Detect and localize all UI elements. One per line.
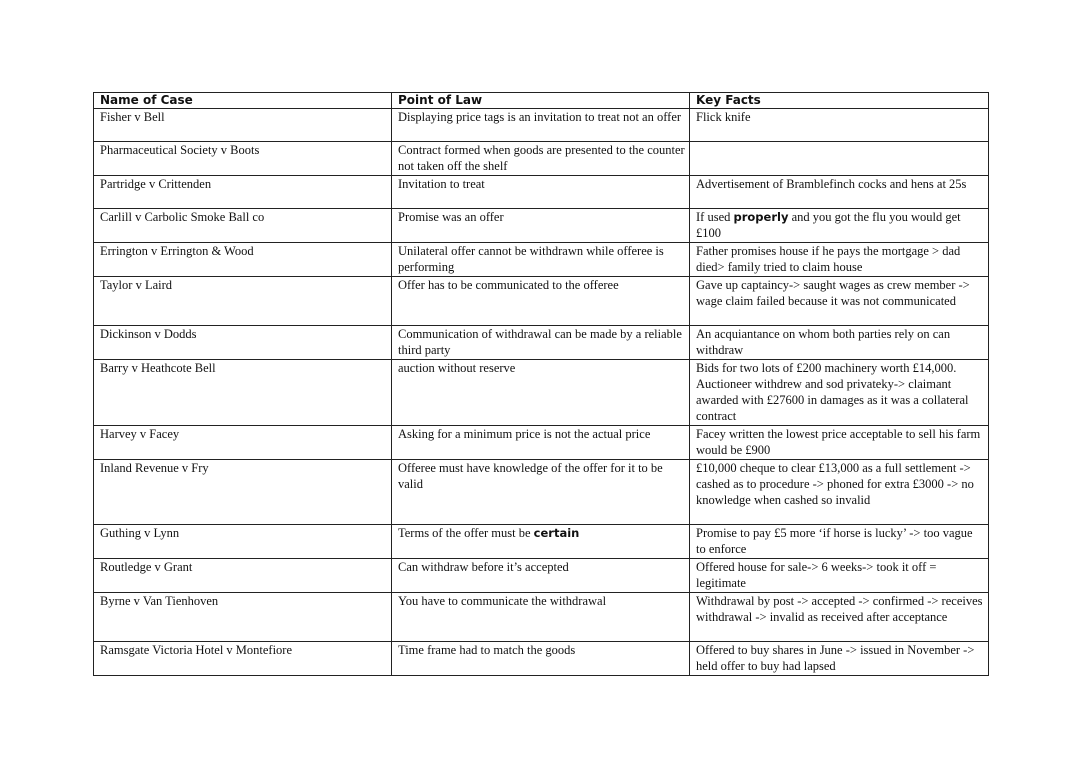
table-row (94, 277, 989, 326)
table-row (94, 176, 989, 209)
point-of-law-cell: Communication of withdrawal can be made by a reliable third party (392, 326, 690, 360)
key-facts-cell: Promise to pay £5 more ‘if horse is lucky’ -> too vague to enforce (690, 525, 989, 559)
case-name-cell: Fisher v Bell (94, 109, 392, 142)
case-name-cell: Dickinson v Dodds (94, 326, 392, 360)
emphasized-word: certain (533, 526, 580, 540)
table-row (94, 426, 989, 460)
table-row (94, 326, 989, 360)
key-facts-cell: Flick knife (690, 109, 989, 142)
table-row (94, 525, 989, 559)
key-facts-cell: Offered house for sale-> 6 weeks-> took it off = legitimate (690, 559, 989, 593)
key-facts-cell: Withdrawal by post -> accepted -> confirmed -> receives withdrawal -> invalid as received after acceptance (690, 593, 989, 642)
key-facts-cell: Father promises house if he pays the mortgage > dad died> family tried to claim house (690, 243, 989, 277)
table-row (94, 142, 989, 176)
case-name-cell: Partridge v Crittenden (94, 176, 392, 209)
table-header-row (94, 93, 989, 109)
key-facts-text: If used (696, 210, 734, 224)
header-name-of-case: Name of Case (94, 93, 392, 109)
point-of-law-cell (392, 525, 690, 559)
key-facts-cell: Offered to buy shares in June -> issued in November -> held offer to buy had lapsed (690, 642, 989, 676)
case-name-cell: Taylor v Laird (94, 277, 392, 326)
case-name-cell: Barry v Heathcote Bell (94, 360, 392, 426)
key-facts-cell: Facey written the lowest price acceptable to sell his farm would be £900 (690, 426, 989, 460)
case-name-cell: Routledge v Grant (94, 559, 392, 593)
point-of-law-cell: Offeree must have knowledge of the offer for it to be valid (392, 460, 690, 525)
table-row (94, 209, 989, 243)
point-of-law-cell: Invitation to treat (392, 176, 690, 209)
case-name-cell: Ramsgate Victoria Hotel v Montefiore (94, 642, 392, 676)
case-law-table (93, 92, 989, 676)
case-name-cell: Guthing v Lynn (94, 525, 392, 559)
point-of-law-cell: Contract formed when goods are presented to the counter not taken off the shelf (392, 142, 690, 176)
point-of-law-cell: Can withdraw before it’s accepted (392, 559, 690, 593)
case-name-cell: Inland Revenue v Fry (94, 460, 392, 525)
key-facts-cell: £10,000 cheque to clear £13,000 as a full settlement -> cashed as to procedure -> phoned for extra £3000 -> no knowledge when cashed so invalid (690, 460, 989, 525)
point-of-law-cell: You have to communicate the withdrawal (392, 593, 690, 642)
table-row (94, 642, 989, 676)
point-of-law-cell: auction without reserve (392, 360, 690, 426)
key-facts-cell: Bids for two lots of £200 machinery worth £14,000. Auctioneer withdrew and sod privateky-> claimant awarded with £27600 in damages as it was a collateral contract (690, 360, 989, 426)
point-of-law-text: Terms of the offer must be (398, 526, 534, 540)
table-row (94, 243, 989, 277)
table-row (94, 593, 989, 642)
header-key-facts: Key Facts (690, 93, 989, 109)
point-of-law-cell: Unilateral offer cannot be withdrawn while offeree is performing (392, 243, 690, 277)
emphasized-word: properly (733, 210, 789, 224)
point-of-law-cell: Asking for a minimum price is not the actual price (392, 426, 690, 460)
key-facts-cell (690, 142, 989, 176)
point-of-law-cell: Promise was an offer (392, 209, 690, 243)
key-facts-cell: Advertisement of Bramblefinch cocks and hens at 25s (690, 176, 989, 209)
table-row (94, 360, 989, 426)
case-name-cell: Byrne v Van Tienhoven (94, 593, 392, 642)
case-name-cell: Carlill v Carbolic Smoke Ball co (94, 209, 392, 243)
key-facts-text: and you got the flu you would get £100 (696, 210, 961, 240)
point-of-law-cell: Time frame had to match the goods (392, 642, 690, 676)
case-name-cell: Harvey v Facey (94, 426, 392, 460)
table-row (94, 559, 989, 593)
header-point-of-law: Point of Law (392, 93, 690, 109)
table-row (94, 109, 989, 142)
key-facts-cell (690, 209, 989, 243)
case-name-cell: Errington v Errington & Wood (94, 243, 392, 277)
key-facts-cell: An acquiantance on whom both parties rely on can withdraw (690, 326, 989, 360)
key-facts-cell: Gave up captaincy-> saught wages as crew member -> wage claim failed because it was not communicated (690, 277, 989, 326)
case-name-cell: Pharmaceutical Society v Boots (94, 142, 392, 176)
table-row (94, 460, 989, 525)
point-of-law-cell: Displaying price tags is an invitation to treat not an offer (392, 109, 690, 142)
point-of-law-cell: Offer has to be communicated to the offeree (392, 277, 690, 326)
